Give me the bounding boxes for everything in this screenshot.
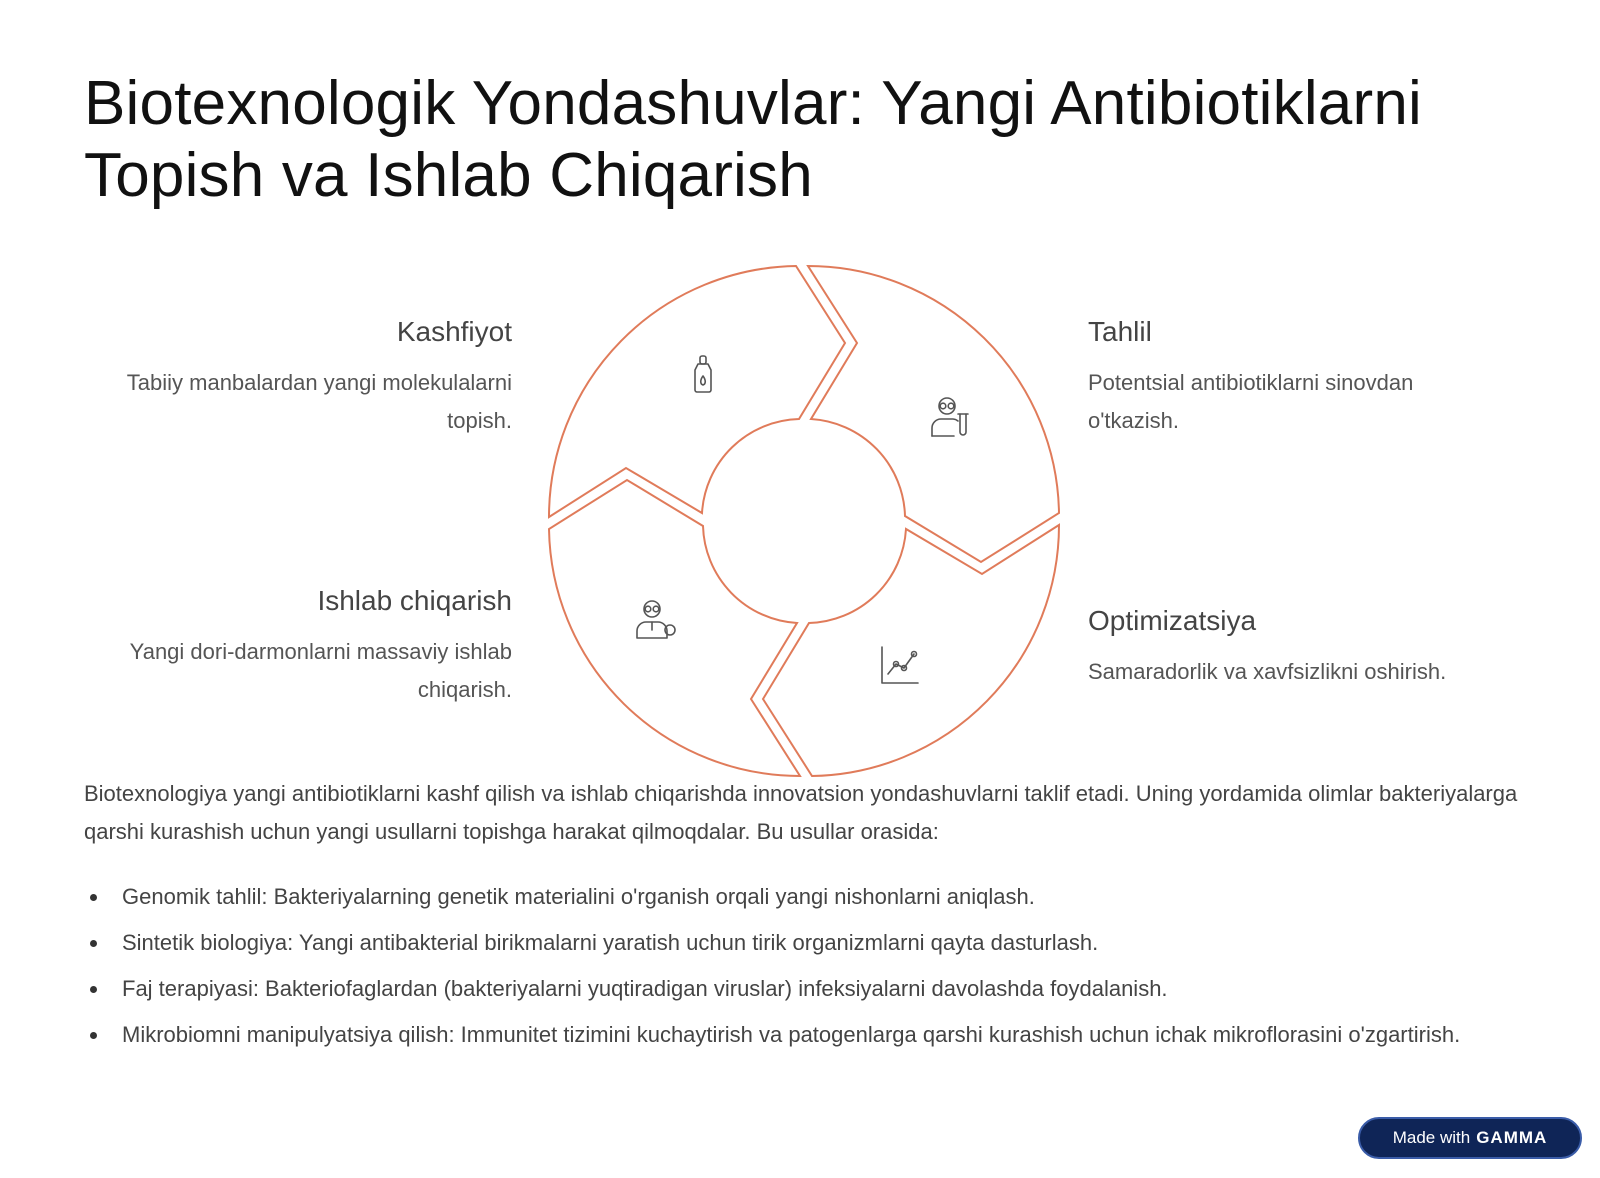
step-description: Yangi dori-darmonlarni massaviy ishlab chiqarish. <box>129 639 512 702</box>
badge-prefix: Made with <box>1392 1128 1471 1147</box>
bullet-icon <box>90 986 97 993</box>
cycle-segment-tahlil <box>808 266 1059 562</box>
list-item <box>84 970 1524 1008</box>
doctor-icon <box>637 601 675 638</box>
page-title: Biotexnologik Yondashuvlar: Yangi Antibiotiklarni Topish va Ishlab Chiqarish <box>84 69 1422 210</box>
intro-paragraph: Biotexnologiya yangi antibiotiklarni kashf qilish va ishlab chiqarishda innovatsion yondashuvlarni taklif etadi. Uning yordamida olimlar bakteriyalarga qarshi kurashish uchun yangi usullarni topishga harakat qilmoqdalar. Bu usullar orasida: <box>84 781 1518 844</box>
step-ishlab-chiqarish <box>84 583 512 709</box>
made-with-gamma-badge[interactable] <box>1358 1117 1582 1159</box>
step-title: Kashfiyot <box>396 316 512 347</box>
cycle-segments <box>549 266 1059 776</box>
list-item-text: Faj terapiyasi: Bakteriofaglardan (bakteriyalarni yuqtiradigan viruslar) infeksiyalarni davolashda foydalanish. <box>122 976 1168 1001</box>
step-tahlil <box>1088 314 1498 440</box>
cycle-segment-optimizatsiya <box>763 525 1059 776</box>
scientist-icon <box>932 398 968 436</box>
step-kashfiyot <box>84 314 512 440</box>
bullet-icon <box>90 894 97 901</box>
step-title: Ishlab chiqarish <box>317 585 512 616</box>
bullet-list <box>84 878 1524 1062</box>
dropper-bottle-icon <box>695 356 711 392</box>
bullet-icon <box>90 940 97 947</box>
line-chart-icon <box>882 647 918 683</box>
list-item <box>84 878 1524 916</box>
step-title: Tahlil <box>1088 316 1152 347</box>
list-item-text: Genomik tahlil: Bakteriyalarning genetik materialini o'rganish orqali yangi nishonlarni aniqlash. <box>122 884 1035 909</box>
step-description: Potentsial antibiotiklarni sinovdan o'tkazish. <box>1088 370 1414 433</box>
step-description: Samaradorlik va xavfsizlikni oshirish. <box>1088 659 1447 684</box>
list-item-text: Sintetik biologiya: Yangi antibakterial birikmalarni yaratish uchun tirik organizmlarni qayta dasturlash. <box>122 930 1099 955</box>
list-item <box>84 924 1524 962</box>
step-description: Tabiiy manbalardan yangi molekulalarni topish. <box>126 370 512 433</box>
gamma-logo: GAMMA <box>1476 1128 1548 1147</box>
bullet-icon <box>90 1032 97 1039</box>
list-item-text: Mikrobiomni manipulyatsiya qilish: Immunitet tizimini kuchaytirish va patogenlarga qarshi kurashish uchun ichak mikroflorasini o'zgartirish. <box>122 1022 1461 1047</box>
list-item <box>84 1016 1524 1054</box>
step-optimizatsiya <box>1088 603 1528 691</box>
step-title: Optimizatsiya <box>1088 605 1257 636</box>
